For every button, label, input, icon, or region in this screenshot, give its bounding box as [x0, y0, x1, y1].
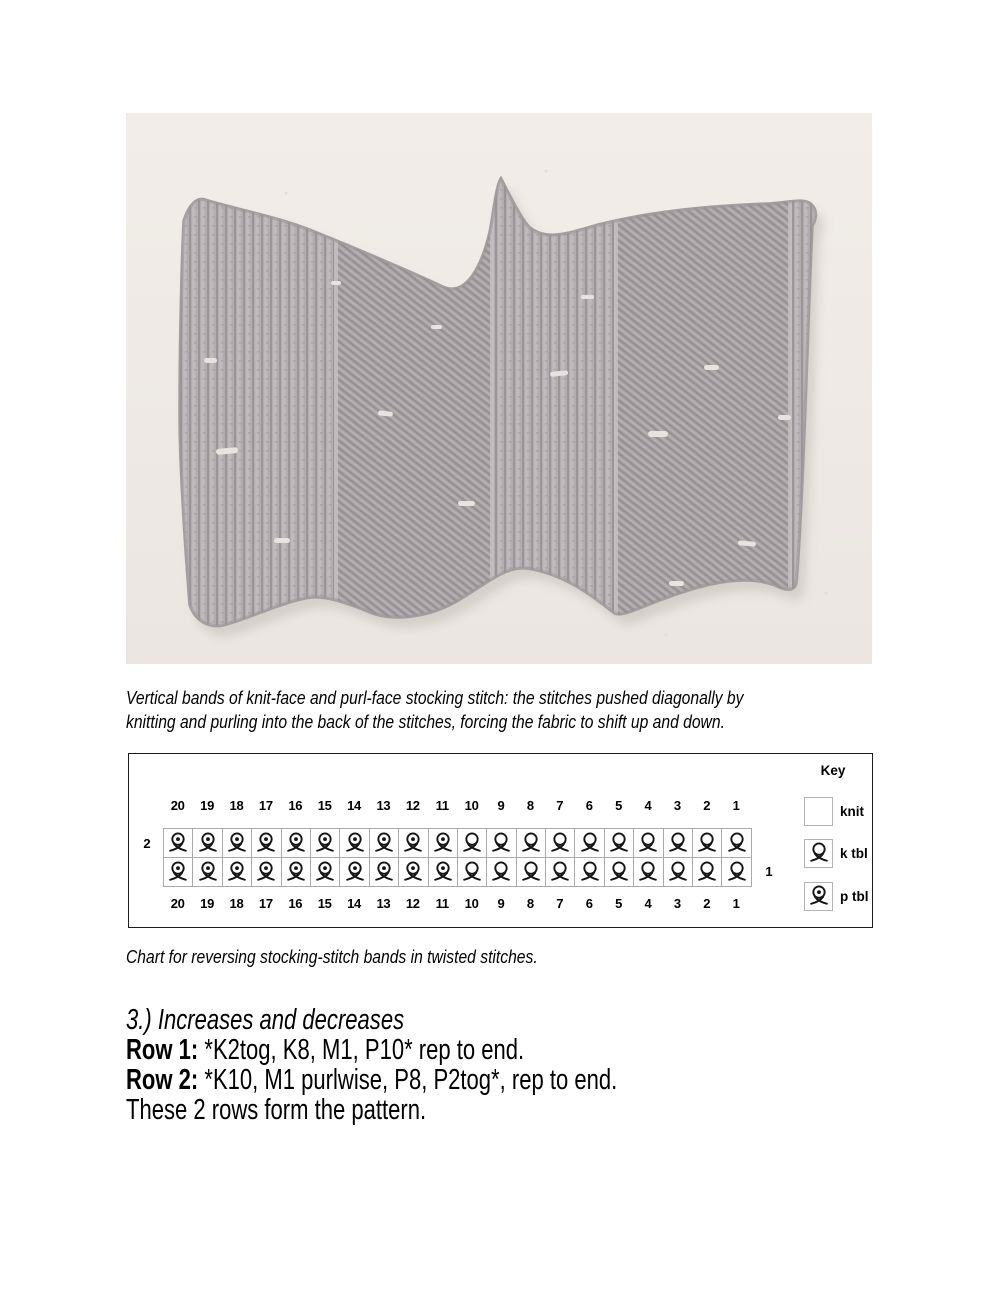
- chart-cell-p-tbl: [370, 829, 399, 858]
- chart-numbers-bottom: [163, 896, 752, 912]
- k-tbl-symbol-icon: [637, 859, 659, 886]
- column-number: 5: [615, 798, 623, 813]
- chart-cell-p-tbl: [252, 829, 281, 858]
- key-item-knit: [804, 797, 864, 826]
- row-2-instruction: [126, 1065, 617, 1095]
- k-tbl-symbol-icon: [549, 859, 571, 886]
- column-number: 8: [526, 896, 534, 911]
- section-heading: 3.) Increases and decreases: [126, 1004, 405, 1036]
- chart-cell-p-tbl: [193, 858, 222, 887]
- k-tbl-symbol-icon: [696, 830, 718, 857]
- chart-caption: [126, 945, 599, 969]
- column-number: 9: [497, 896, 505, 911]
- chart-cell-p-tbl: [282, 858, 311, 887]
- k-tbl-symbol-icon: [490, 859, 512, 886]
- chart-cell-k-tbl: [664, 829, 693, 858]
- chart-cell-k-tbl: [722, 858, 751, 887]
- chart-cell-k-tbl: [634, 829, 663, 858]
- chart-cell-p-tbl: [399, 829, 428, 858]
- chart-cell-p-tbl: [282, 829, 311, 858]
- p-tbl-symbol-icon: [808, 883, 830, 910]
- p-tbl-symbol-icon: [373, 859, 395, 886]
- column-number: 2: [703, 798, 711, 813]
- k-tbl-symbol-icon: [579, 830, 601, 857]
- column-number: 1: [732, 896, 740, 911]
- key-symbol-p-tbl: [804, 882, 833, 911]
- chart-cell-k-tbl: [458, 858, 487, 887]
- p-tbl-symbol-icon: [255, 830, 277, 857]
- chart-caption-line: Chart for reversing stocking-stitch bands in twisted stitches.: [126, 947, 538, 967]
- p-tbl-symbol-icon: [285, 859, 307, 886]
- column-number: 7: [556, 896, 564, 911]
- column-number: 16: [288, 896, 303, 911]
- p-tbl-symbol-icon: [314, 859, 336, 886]
- k-tbl-symbol-icon: [667, 859, 689, 886]
- k-tbl-symbol-icon: [637, 830, 659, 857]
- column-number: 19: [200, 896, 215, 911]
- column-number: 4: [644, 896, 652, 911]
- chart-numbers-top: [163, 798, 752, 814]
- p-tbl-symbol-icon: [285, 830, 307, 857]
- chart-cell-p-tbl: [164, 829, 193, 858]
- k-tbl-symbol-icon: [461, 830, 483, 857]
- chart-cell-k-tbl: [605, 858, 634, 887]
- key-label: k tbl: [840, 846, 868, 861]
- key-label: knit: [840, 804, 865, 819]
- column-number: 15: [317, 896, 332, 911]
- column-number: 18: [229, 798, 244, 813]
- chart-cell-k-tbl: [487, 858, 516, 887]
- chart-cell-p-tbl: [164, 858, 193, 887]
- p-tbl-symbol-icon: [226, 859, 248, 886]
- p-tbl-symbol-icon: [373, 830, 395, 857]
- p-tbl-symbol-icon: [344, 830, 366, 857]
- k-tbl-symbol-icon: [726, 859, 748, 886]
- chart-cell-p-tbl: [429, 858, 458, 887]
- column-number: 17: [258, 896, 273, 911]
- p-tbl-symbol-icon: [432, 830, 454, 857]
- chart-cell-k-tbl: [605, 829, 634, 858]
- p-tbl-symbol-icon: [197, 830, 219, 857]
- column-number: 17: [258, 798, 273, 813]
- chart-cell-p-tbl: [340, 829, 369, 858]
- column-number: 10: [464, 798, 479, 813]
- row-1-label: Row 1:: [126, 1034, 199, 1066]
- chart-cell-p-tbl: [311, 829, 340, 858]
- chart-key-title: Key: [820, 763, 846, 778]
- chart-cell-p-tbl: [223, 829, 252, 858]
- column-number: 1: [732, 798, 740, 813]
- chart-key: [804, 754, 879, 927]
- key-item-p-tbl: [804, 882, 869, 911]
- k-tbl-symbol-icon: [808, 840, 830, 867]
- p-tbl-symbol-icon: [226, 830, 248, 857]
- chart-cell-p-tbl: [340, 858, 369, 887]
- column-number: 16: [288, 798, 303, 813]
- column-number: 9: [497, 798, 505, 813]
- swatch-photo-canvas: [126, 113, 872, 664]
- column-number: 7: [556, 798, 564, 813]
- chart-cell-k-tbl: [517, 829, 546, 858]
- column-number: 15: [317, 798, 332, 813]
- column-number: 6: [585, 798, 593, 813]
- chart-cell-k-tbl: [487, 829, 516, 858]
- photo-caption-line-1: Vertical bands of knit-face and purl-face stocking stitch: the stitches pushed diagonally by: [126, 688, 744, 708]
- p-tbl-symbol-icon: [344, 859, 366, 886]
- k-tbl-symbol-icon: [490, 830, 512, 857]
- row-2-label: Row 2:: [126, 1064, 199, 1096]
- chart-cell-k-tbl: [546, 858, 575, 887]
- chart-cell-p-tbl: [252, 858, 281, 887]
- row-2-text: *K10, M1 purlwise, P8, P2tog*, rep to end.: [204, 1064, 618, 1096]
- key-symbol-blank: [804, 797, 833, 826]
- pattern-instructions: [126, 1005, 772, 1125]
- column-number: 20: [170, 798, 185, 813]
- k-tbl-symbol-icon: [549, 830, 571, 857]
- column-number: 3: [673, 798, 681, 813]
- chart-cell-k-tbl: [664, 858, 693, 887]
- key-label: p tbl: [840, 889, 869, 904]
- k-tbl-symbol-icon: [667, 830, 689, 857]
- k-tbl-symbol-icon: [726, 830, 748, 857]
- chart-cell-p-tbl: [311, 858, 340, 887]
- column-number: 14: [347, 896, 361, 911]
- row-1-instruction: [126, 1035, 617, 1065]
- column-number: 8: [526, 798, 534, 813]
- column-number: 12: [405, 798, 420, 813]
- chart-cell-k-tbl: [517, 858, 546, 887]
- column-number: 2: [703, 896, 711, 911]
- chart-cell-k-tbl: [693, 829, 722, 858]
- column-number: 5: [615, 896, 623, 911]
- chart-cell-p-tbl: [370, 858, 399, 887]
- column-number: 14: [347, 798, 361, 813]
- column-number: 6: [585, 896, 593, 911]
- chart-grid: [163, 828, 752, 887]
- chart-cell-p-tbl: [223, 858, 252, 887]
- column-number: 3: [673, 896, 681, 911]
- p-tbl-symbol-icon: [255, 859, 277, 886]
- chart-cell-p-tbl: [429, 829, 458, 858]
- k-tbl-symbol-icon: [696, 859, 718, 886]
- chart-cell-k-tbl: [693, 858, 722, 887]
- column-number: 19: [200, 798, 215, 813]
- k-tbl-symbol-icon: [579, 859, 601, 886]
- p-tbl-symbol-icon: [402, 830, 424, 857]
- chart-cell-p-tbl: [399, 858, 428, 887]
- column-number: 13: [376, 798, 391, 813]
- k-tbl-symbol-icon: [520, 830, 542, 857]
- column-number: 4: [644, 798, 652, 813]
- p-tbl-symbol-icon: [402, 859, 424, 886]
- key-symbol-k-tbl: [804, 839, 833, 868]
- k-tbl-symbol-icon: [461, 859, 483, 886]
- column-number: 11: [435, 798, 449, 813]
- row-1-text: *K2tog, K8, M1, P10* rep to end.: [204, 1034, 525, 1066]
- chart-cell-k-tbl: [546, 829, 575, 858]
- key-item-k-tbl: [804, 839, 868, 868]
- column-number: 18: [229, 896, 244, 911]
- k-tbl-symbol-icon: [520, 859, 542, 886]
- chart-cell-k-tbl: [634, 858, 663, 887]
- p-tbl-symbol-icon: [314, 830, 336, 857]
- chart-cell-p-tbl: [193, 829, 222, 858]
- k-tbl-symbol-icon: [608, 859, 630, 886]
- column-number: 13: [376, 896, 391, 911]
- chart-row-label-right: 1: [765, 864, 773, 879]
- chart-cell-k-tbl: [575, 858, 604, 887]
- swatch-photo: [126, 113, 872, 667]
- photo-caption: [126, 686, 836, 734]
- column-number: 12: [405, 896, 420, 911]
- column-number: 20: [170, 896, 185, 911]
- p-tbl-symbol-icon: [197, 859, 219, 886]
- chart-row-label-left: 2: [143, 836, 151, 851]
- p-tbl-symbol-icon: [167, 830, 189, 857]
- closing-line: These 2 rows form the pattern.: [126, 1094, 427, 1126]
- column-number: 11: [435, 896, 449, 911]
- knitting-chart: [128, 753, 873, 928]
- chart-cell-k-tbl: [575, 829, 604, 858]
- k-tbl-symbol-icon: [608, 830, 630, 857]
- photo-caption-line-2: knitting and purling into the back of the stitches, forcing the fabric to shift up and down.: [126, 712, 725, 732]
- column-number: 10: [464, 896, 479, 911]
- chart-cell-k-tbl: [722, 829, 751, 858]
- p-tbl-symbol-icon: [432, 859, 454, 886]
- chart-cell-k-tbl: [458, 829, 487, 858]
- p-tbl-symbol-icon: [167, 859, 189, 886]
